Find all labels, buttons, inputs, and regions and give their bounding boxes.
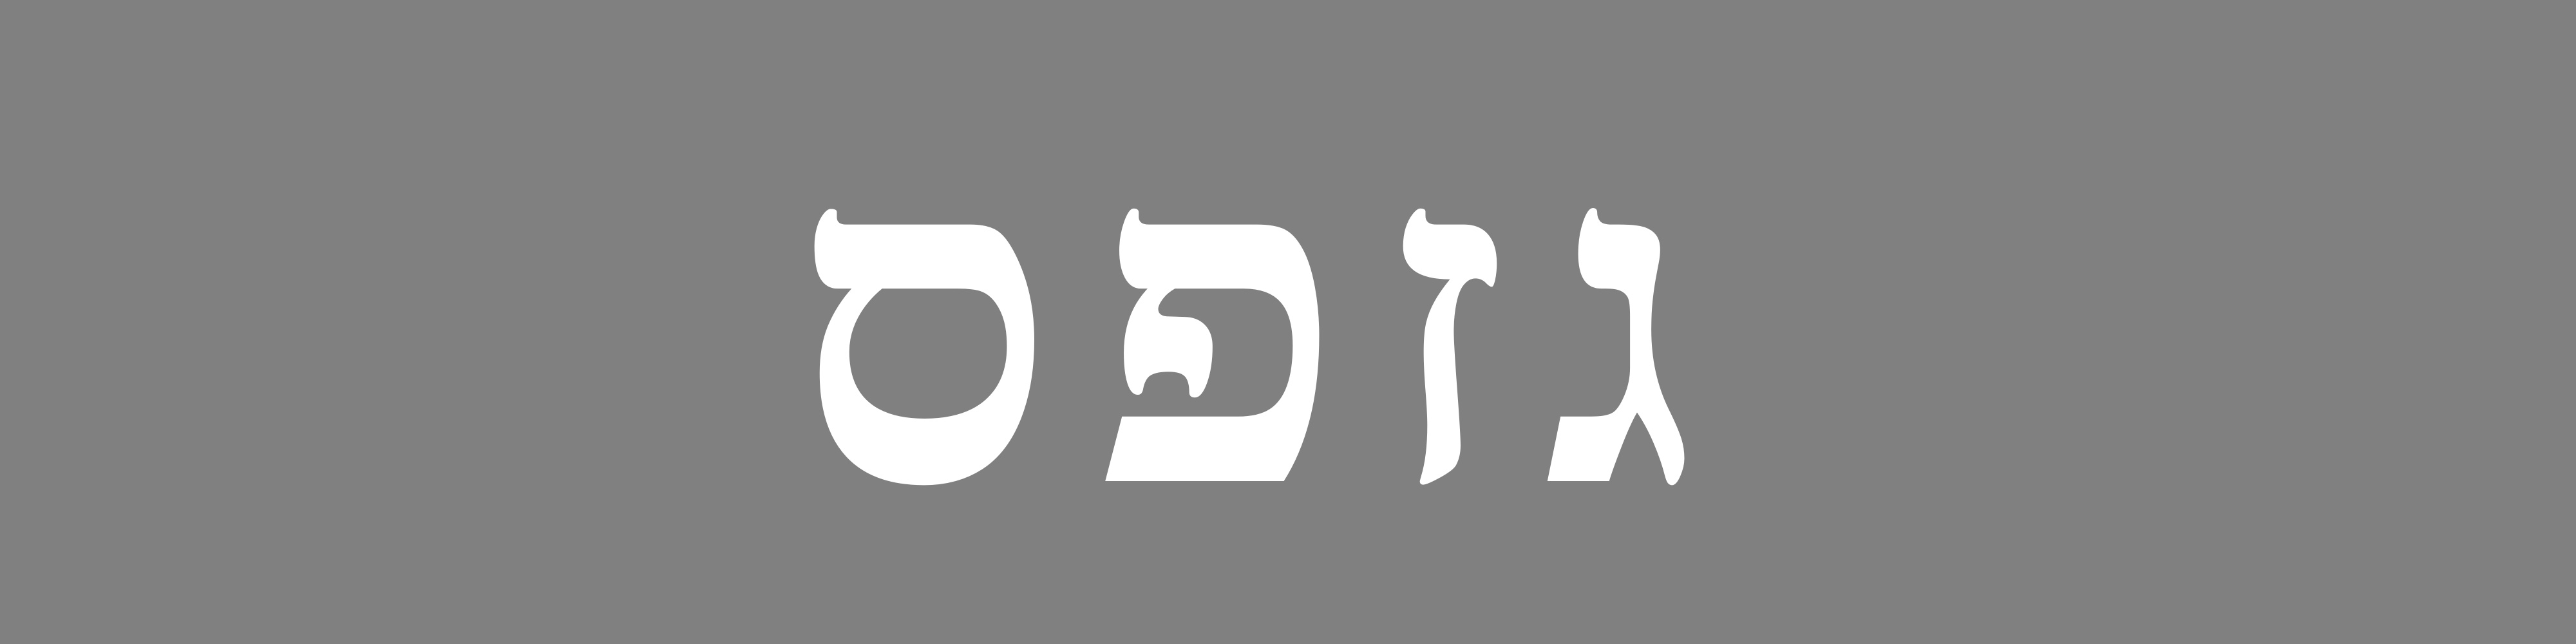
hebrew-word: גזפס	[792, 46, 1732, 591]
